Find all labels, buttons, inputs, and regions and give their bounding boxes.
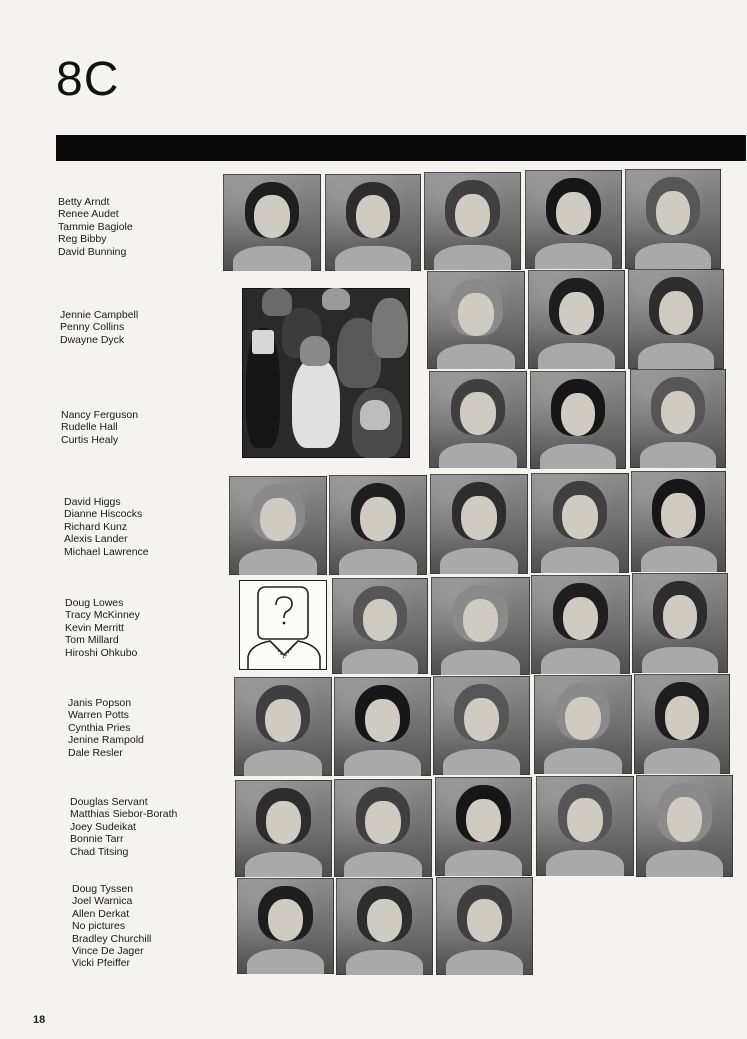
student-name: Chad Titsing: [70, 845, 129, 858]
student-name: Vince De Jager: [72, 945, 144, 958]
student-portrait: [530, 371, 626, 469]
student-name: Cynthia Pries: [68, 721, 131, 734]
student-portrait: [632, 573, 728, 673]
student-portrait: [427, 271, 525, 369]
page-number: 18: [33, 1014, 46, 1026]
student-name: Renee Audet: [58, 208, 119, 221]
name-list-row-1: [58, 196, 133, 258]
student-name: Allen Derkat: [72, 907, 130, 920]
name-list-row-6: [68, 697, 144, 759]
student-portrait: [630, 369, 726, 468]
student-name: Dianne Hiscocks: [64, 508, 143, 521]
student-name: Matthias Siebor-Borath: [70, 808, 178, 821]
student-name: Tammie Bagiole: [58, 220, 133, 233]
student-name: No pictures: [72, 920, 126, 933]
name-list-row-4: [64, 496, 149, 558]
student-portrait: [237, 878, 334, 974]
student-portrait: [223, 174, 321, 271]
student-portrait: [325, 174, 421, 271]
page-title: 8C: [56, 53, 120, 106]
student-name: Jenine Rampold: [68, 734, 144, 747]
student-name: Bonnie Tarr: [70, 833, 124, 846]
name-list-row-2: [60, 309, 138, 346]
student-name: Penny Collins: [60, 321, 125, 334]
student-portrait: [531, 575, 630, 674]
student-portrait: [336, 878, 433, 975]
student-portrait: [433, 676, 530, 775]
student-name: Vicki Pfeiffer: [72, 957, 130, 970]
student-portrait: [528, 270, 625, 369]
name-list-row-5: [65, 597, 140, 659]
no-picture-placeholder: [239, 580, 327, 670]
student-name: Nancy Ferguson: [61, 409, 139, 421]
student-portrait: [229, 476, 327, 575]
name-list-row-7: [70, 796, 177, 858]
student-name: Alexis Lander: [64, 533, 128, 546]
student-name: Hiroshi Ohkubo: [65, 646, 138, 659]
student-portrait: [531, 473, 629, 573]
student-name: Bradley Churchill: [72, 932, 152, 945]
student-name: Janis Popson: [68, 697, 132, 709]
student-portrait: [429, 371, 527, 468]
student-name: Joey Sudeikat: [70, 820, 136, 833]
student-name: David Bunning: [58, 245, 127, 258]
student-name: Dale Resler: [68, 746, 123, 759]
student-portrait: [636, 775, 733, 877]
header-rule: [56, 135, 746, 161]
student-name: Tom Millard: [65, 634, 119, 647]
student-portrait: [628, 269, 724, 369]
name-list-row-8: [72, 883, 151, 970]
student-name: Curtis Healy: [61, 433, 119, 446]
student-portrait: [334, 677, 431, 776]
student-portrait: [534, 675, 632, 774]
student-portrait: [634, 674, 730, 774]
student-portrait: [631, 471, 726, 572]
student-portrait: [235, 780, 332, 877]
student-name: Reg Bibby: [58, 233, 107, 246]
student-name: Joel Warnica: [72, 895, 133, 908]
name-list-row-3: [61, 409, 138, 446]
student-name: Dwayne Dyck: [60, 333, 125, 346]
student-name: Kevin Merritt: [65, 621, 124, 634]
student-portrait: [334, 779, 432, 877]
group-candid-photo: [242, 288, 410, 458]
student-portrait: [424, 172, 521, 270]
student-portrait: [329, 475, 427, 575]
student-portrait: [536, 776, 634, 876]
student-name: Warren Potts: [68, 709, 129, 722]
student-portrait: [332, 578, 428, 674]
student-name: Douglas Servant: [70, 796, 148, 808]
student-name: David Higgs: [64, 496, 121, 508]
student-name: Jennie Campbell: [60, 309, 139, 321]
student-name: Richard Kunz: [64, 520, 128, 533]
student-portrait: [234, 677, 332, 776]
student-name: Rudelle Hall: [61, 421, 118, 434]
student-portrait: [435, 777, 532, 876]
student-portrait: [525, 170, 622, 269]
student-name: Betty Arndt: [58, 196, 110, 208]
question-mark-sketch-icon: [240, 581, 326, 669]
student-name: Tracy McKinney: [65, 609, 140, 622]
student-portrait: [430, 474, 528, 574]
student-portrait: [431, 577, 530, 675]
student-name: Michael Lawrence: [64, 545, 149, 558]
student-name: Doug Tyssen: [72, 883, 134, 895]
student-portrait: [625, 169, 721, 269]
student-name: Doug Lowes: [65, 597, 124, 609]
student-portrait: [436, 877, 533, 975]
